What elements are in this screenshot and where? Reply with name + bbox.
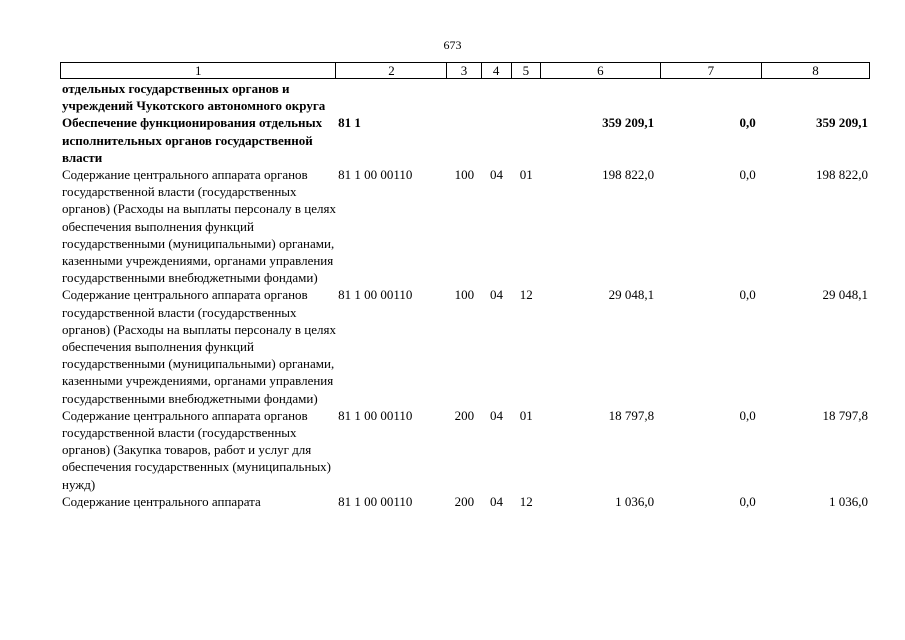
table-header (60, 62, 870, 79)
row-sum-2: 0,0 (739, 407, 756, 423)
row-rz: 04 (490, 493, 504, 509)
row-sum-1 (541, 80, 661, 114)
header-col-6: 6 (541, 63, 661, 78)
row-sum-3: 29 048,1 (822, 287, 869, 303)
row-vr: 100 (454, 287, 475, 303)
row-sum-3: 18 797,8 (822, 407, 869, 423)
row-name: Содержание центрального аппарата органов государственной власти (государственных органов) (Расходы на выплаты персоналу в целях обеспечения выполнения функций государственными (муниципальными) органами, казенными учреждениями, органами управления государственными внебюджетными фондами) (62, 287, 336, 406)
table-row (60, 166, 870, 286)
row-name: Содержание центрального аппарата (62, 493, 261, 509)
row-rz: 04 (490, 287, 504, 303)
row-name: отдельных государственных органов и учреждений Чукотского автономного округа (62, 81, 326, 114)
row-sum-2: 0,0 (739, 287, 756, 303)
row-sum-3: 198 822,0 (816, 167, 869, 183)
row-rz (481, 80, 511, 114)
row-sum-1: 1 036,0 (615, 493, 655, 509)
header-col-7: 7 (661, 63, 762, 78)
row-name: Содержание центрального аппарата органов государственной власти (государственных органов) (Расходы на выплаты персоналу в целях обеспечения выполнения функций государственными (муниципальными) органами, казенными учреждениями, органами управления государственными внебюджетными фондами) (62, 167, 336, 286)
table-row (60, 493, 870, 510)
row-name: Обеспечение функционирования отдельных исполнительных органов государственной власти (62, 115, 323, 165)
row-name: Содержание центрального аппарата органов государственной власти (государственных органов) (Закупка товаров, работ и услуг для обеспечения государственных (муниципальных) нужд) (62, 407, 332, 492)
header-col-3: 3 (447, 63, 481, 78)
header-col-8: 8 (812, 63, 819, 78)
row-sum-2: 0,0 (739, 493, 756, 509)
table-body (60, 80, 870, 510)
row-sum-3: 359 209,1 (816, 115, 869, 131)
table-row (60, 80, 870, 114)
row-sum-2: 0,0 (739, 167, 756, 183)
row-sum-2: 0,0 (739, 115, 756, 131)
row-pr: 12 (519, 287, 533, 303)
row-code: 81 1 (338, 115, 361, 131)
page-number: 673 (443, 38, 462, 52)
row-rz: 04 (490, 407, 504, 423)
row-code: 81 1 00 00110 (338, 167, 413, 183)
row-vr (447, 114, 481, 166)
row-sum-1: 198 822,0 (602, 167, 655, 183)
header-col-1: 1 (61, 63, 336, 78)
row-code: 81 1 00 00110 (338, 407, 413, 423)
row-sum-1: 29 048,1 (608, 287, 655, 303)
header-col-4: 4 (482, 63, 512, 78)
row-pr: 01 (519, 407, 533, 423)
row-sum-2 (661, 80, 763, 114)
row-sum-1: 18 797,8 (608, 407, 655, 423)
header-col-5: 5 (512, 63, 541, 78)
row-sum-3 (763, 80, 870, 114)
row-code (336, 80, 447, 114)
table-row (60, 286, 870, 406)
row-pr (512, 80, 541, 114)
row-vr (447, 80, 481, 114)
header-col-2: 2 (336, 63, 447, 78)
row-vr: 100 (454, 167, 475, 183)
row-code: 81 1 00 00110 (338, 287, 413, 303)
row-code: 81 1 00 00110 (338, 493, 413, 509)
table-row (60, 114, 870, 166)
row-pr: 12 (519, 493, 533, 509)
row-rz: 04 (490, 167, 504, 183)
row-pr: 01 (519, 167, 533, 183)
table-row (60, 407, 870, 493)
row-vr: 200 (454, 407, 475, 423)
row-rz (481, 114, 511, 166)
row-sum-3: 1 036,0 (829, 493, 869, 509)
row-sum-1: 359 209,1 (602, 115, 655, 131)
row-pr (512, 114, 541, 166)
row-vr: 200 (454, 493, 475, 509)
